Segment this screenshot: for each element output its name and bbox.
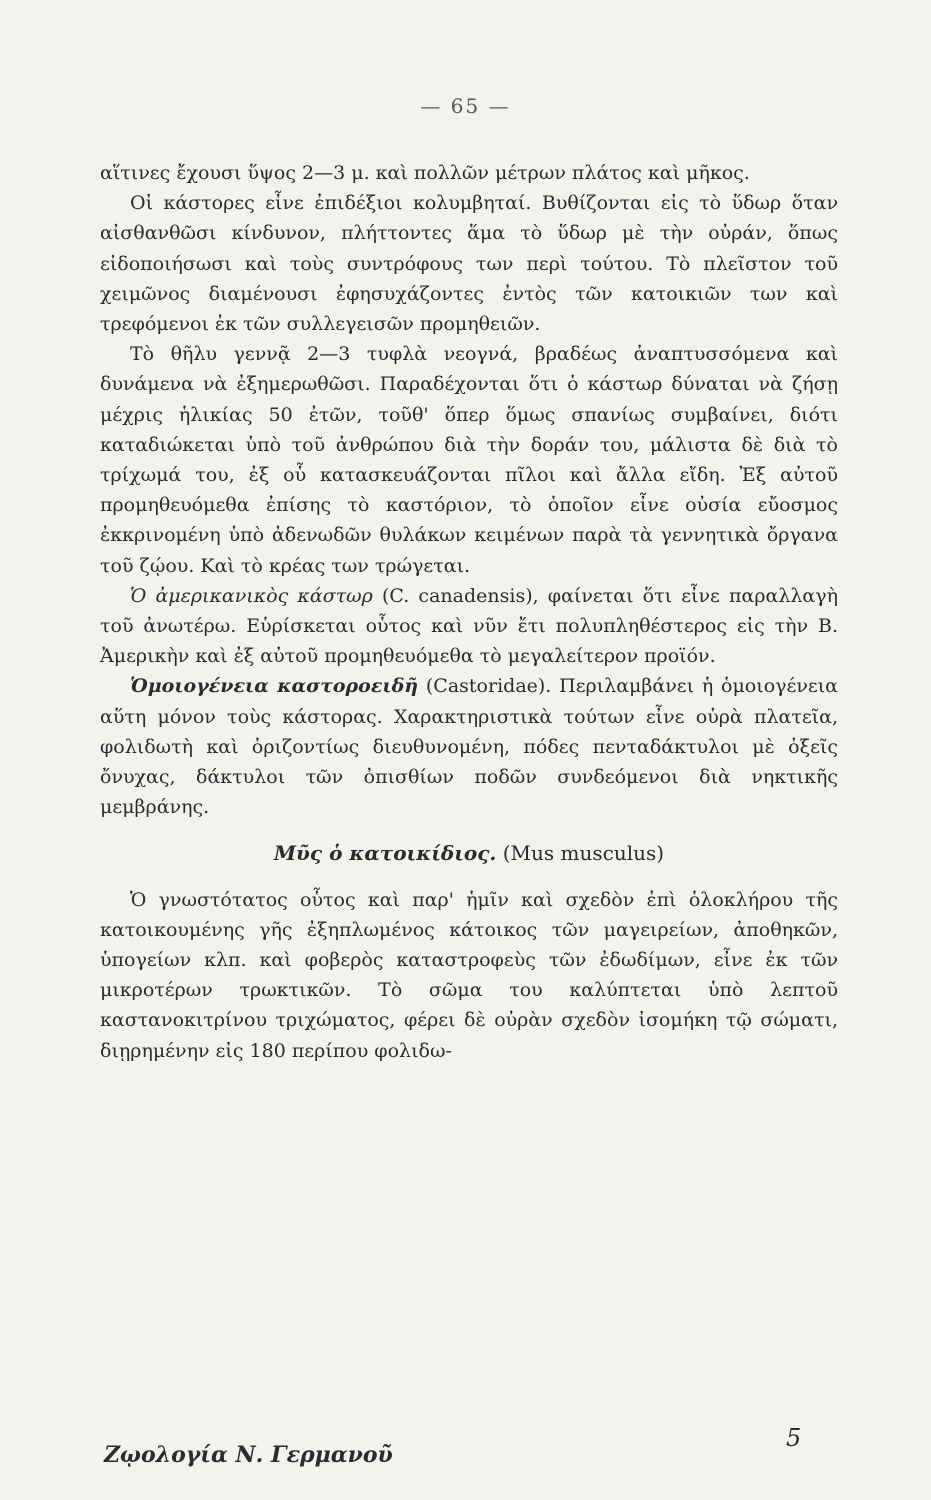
page-number: — 65 — [420,94,511,118]
paragraph-house-mouse: Ὁ γνωστότατος οὗτος καὶ παρ' ἡμῖν καὶ σχεδὸν ἐπὶ ὁλοκλήρου τῆς κατοικουμένης γῆς ἐξηπλωμένος κάτοικος τῶν μαγειρείων, ἀποθηκῶν, ὑπογείων κλπ. καὶ φοβερὸς καταστροφεὺς τῶν ἐδωδίμων, εἶνε ἐκ τῶν μικροτέρων τρωκτικῶν. Τὸ σῶμα του καλύπτεται ὑπὸ λεπτοῦ καστανοκιτρίνου τριχώματος, φέρει δὲ οὐρὰν σχεδὸν ἰσομήκη τῷ σώματι, διῃρημένην εἰς 180 περίπου φολιδω- [100,888,838,1062]
paragraph-continuation: αἵτινες ἔχουσι ὕψος 2—3 μ. καὶ πολλῶν μέτρων πλάτος καὶ μῆκος. [100,162,750,184]
paragraph-family [100,671,838,822]
species-name: Ὁ ἀμερικανικὸς κάστωρ [130,584,373,607]
paragraph-american-beaver-text: (C. canadensis), φαίνεται ὅτι εἶνε παραλλαγὴ τοῦ ἀνωτέρω. Εὑρίσκεται οὗτος καὶ νῦν ἔτι πολυπληθέστερος εἰς τὴν Β. Ἀμερικὴν καὶ ἐξ αὐτοῦ προμηθευόμεθα τὸ μεγαλείτερον προϊόν. [100,584,838,668]
family-name: Ὁμοιογένεια καστοροειδῆ [130,675,419,698]
section-heading-latin: (Mus musculus) [496,841,665,866]
section-heading-greek: Μῦς ὁ κατοικίδιος. [273,841,497,866]
paragraph-swimming: Οἱ κάστορες εἶνε ἐπιδέξιοι κολυμβηταί. Βυθίζονται εἰς τὸ ὕδωρ ὅταν αἰσθανθῶσι κίνδυνον, πλήττοντες ἅμα τὸ ὕδωρ μὲ τὴν οὐράν, ὅπως εἰδοποιήσωσι καὶ τοὺς συντρόφους των περὶ τούτου. Τὸ πλεῖστον τοῦ χειμῶνος διαμένουσι ἐφησυχάζοντες ἐντὸς τῶν κατοικιῶν των καὶ τρεφόμενοι ἐκ τῶν συλλεγεισῶν προμηθειῶν. [100,192,838,336]
paragraph-reproduction: Τὸ θῆλυ γεννᾷ 2—3 τυφλὰ νεογνά, βραδέως ἀναπτυσσόμενα καὶ δυνάμενα νὰ ἐξημερωθῶσι. Παραδέχονται ὅτι ὁ κάστωρ δύναται νὰ ζήσῃ μέχρις ἡλικίας 50 ἐτῶν, τοῦθ' ὅπερ ὅμως σπανίως συμβαίνει, διότι καταδιώκεται ὑπὸ τοῦ ἀνθρώπου διὰ τὴν δοράν του, μάλιστα δὲ διὰ τὸ τρίχωμά του, ἐξ οὗ κατασκευάζονται πῖλοι καὶ ἄλλα εἴδη. Ἐξ αὐτοῦ προμηθευόμεθα ἐπίσης τὸ καστόριον, τὸ ὁποῖον εἶνε οὐσία εὔοσμος ἐκκρινομένη ὑπὸ ἀδενωδῶν θυλάκων κειμένων παρὰ τὰ γεννητικὰ ὄργανα τοῦ ζῴου. Καὶ τὸ κρέας των τρώγεται. [100,343,838,577]
section-heading [100,838,838,868]
footer-book-title: Ζῳολογία Ν. Γερμανοῦ [104,1442,393,1468]
paragraph-family-text: (Castoridae). Περιλαμβάνει ἡ ὁμοιογένεια αὕτη μόνον τοὺς κάστορας. Χαρακτηριστικὰ τούτων εἶνε οὐρὰ πλατεῖα, φολιδωτὴ καὶ ὁριζοντίως διευθυνομένη, πόδες πενταδάκτυλοι μὲ ὀξεῖς ὄνυχας, δάκτυλοι τῶν ὀπισθίων ποδῶν συνδεόμενοι διὰ νηκτικῆς μεμβράνης. [100,675,839,819]
body-text [100,158,838,1066]
paragraph-american-beaver [100,581,838,672]
footer-signature-number: 5 [786,1424,802,1452]
